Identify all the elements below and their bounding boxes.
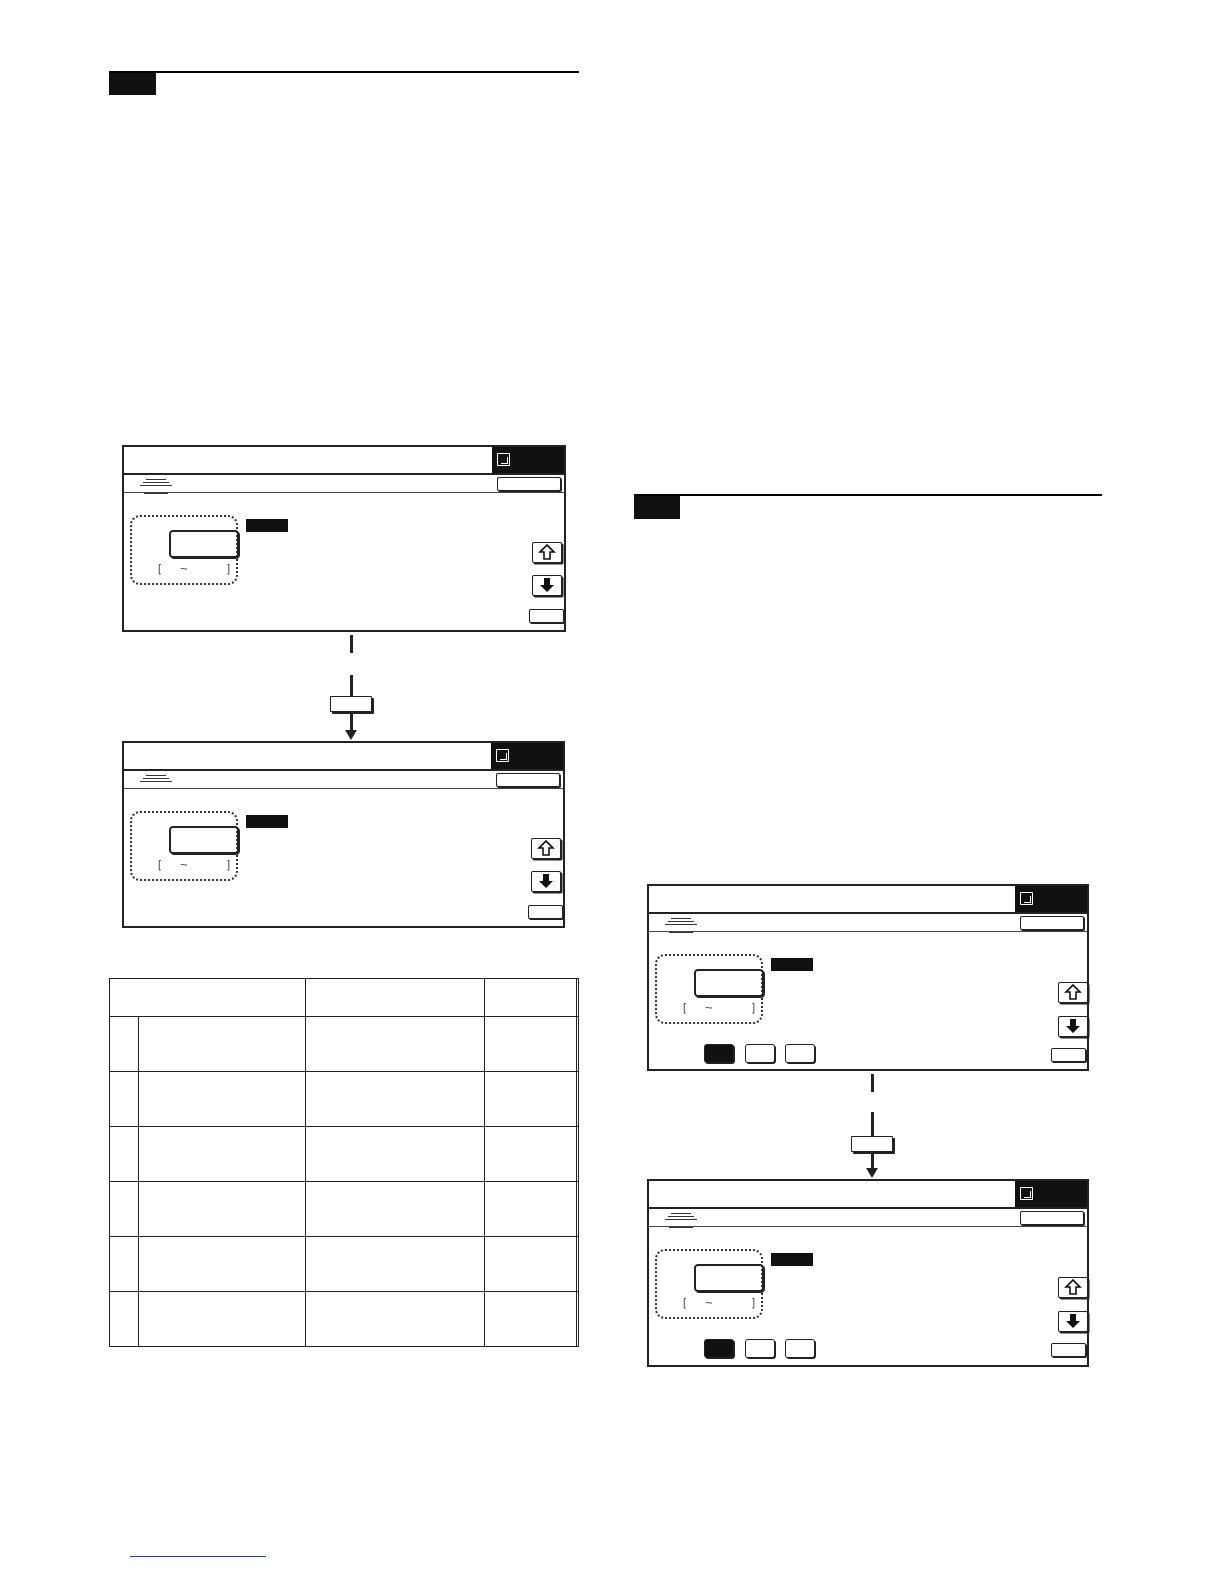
up-arrow-button[interactable]: [1058, 1277, 1088, 1298]
divider: [124, 492, 564, 493]
copy-icon: [1020, 892, 1033, 905]
table-cell: [577, 1182, 579, 1237]
down-arrow-button[interactable]: [532, 575, 562, 596]
copy-mode-tab[interactable]: [491, 743, 563, 769]
table-cell: [485, 1072, 577, 1127]
option-button-3[interactable]: [785, 1044, 815, 1063]
value-range: [ ~ ]: [158, 561, 230, 576]
ok-button[interactable]: [528, 905, 563, 919]
option-button-1[interactable]: [704, 1044, 734, 1063]
arrow-down-icon: [1064, 1313, 1082, 1329]
item-label-highlight: [246, 815, 288, 828]
arrow-down-icon: [538, 577, 556, 593]
option-button-2[interactable]: [745, 1044, 775, 1063]
arrow-down-icon: [1064, 1018, 1082, 1034]
table-cell: [306, 1127, 485, 1182]
arrow-up-icon: [1064, 1279, 1082, 1295]
table-cell: [139, 1237, 306, 1292]
arrow-down-icon: [537, 873, 555, 889]
item-label-highlight: [771, 958, 813, 971]
table-header-cell: [110, 979, 306, 1017]
item-label-highlight: [246, 519, 288, 532]
table-cell: [577, 1127, 579, 1182]
copy-mode-tab[interactable]: [1015, 886, 1087, 912]
table-cell: [139, 1017, 306, 1072]
table-cell: [110, 1017, 139, 1072]
section-2-rule: [634, 494, 1102, 496]
table-header-cell: [306, 979, 485, 1017]
table-cell: [577, 1072, 579, 1127]
table-cell: [485, 1017, 577, 1072]
table-row: [110, 1127, 579, 1182]
settings-screen-3: [647, 884, 1089, 1071]
table-cell: [110, 1127, 139, 1182]
table-cell: [306, 1292, 485, 1347]
arrow-up-icon: [538, 544, 556, 560]
table-row: [110, 1072, 579, 1127]
footer-link[interactable]: [130, 1556, 266, 1557]
header-button[interactable]: [497, 477, 561, 491]
item-label-highlight: [771, 1253, 813, 1266]
section-2-tab: [634, 496, 680, 519]
copy-mode-tab[interactable]: [492, 447, 564, 473]
table-row: [110, 1292, 579, 1347]
table-cell: [110, 1182, 139, 1237]
down-arrow-button[interactable]: [1058, 1016, 1088, 1037]
table-header-row: [110, 979, 579, 1017]
table-cell: [485, 1182, 577, 1237]
table-cell: [306, 1072, 485, 1127]
table-cell: [306, 1182, 485, 1237]
table-header-cell: [577, 979, 579, 1017]
settings-screen-2: [122, 741, 565, 928]
header-button[interactable]: [496, 773, 560, 787]
table-row: [110, 1182, 579, 1237]
arrow-up-icon: [537, 840, 555, 856]
table-cell: [139, 1292, 306, 1347]
header-button[interactable]: [1020, 916, 1084, 930]
value-group: [130, 515, 238, 585]
divider: [649, 931, 1087, 932]
table-cell: [110, 1237, 139, 1292]
table-cell: [139, 1182, 306, 1237]
settings-table: [109, 978, 579, 1347]
value-group: [655, 1249, 763, 1319]
table-cell: [139, 1127, 306, 1182]
value-range: [ ~ ]: [158, 857, 230, 872]
flow-arrowhead: [345, 730, 357, 740]
value-group: [130, 811, 238, 881]
table-row: [110, 1237, 579, 1292]
value-field[interactable]: [694, 1264, 764, 1292]
up-arrow-button[interactable]: [531, 838, 561, 859]
flow-line: [350, 635, 353, 653]
divider: [649, 1226, 1087, 1227]
option-button-3[interactable]: [785, 1339, 815, 1358]
table-cell: [110, 1292, 139, 1347]
option-button-2[interactable]: [745, 1339, 775, 1358]
down-arrow-button[interactable]: [531, 871, 561, 892]
settings-screen-1: [122, 445, 566, 632]
ok-button[interactable]: [1051, 1048, 1086, 1062]
value-field[interactable]: [694, 969, 764, 997]
flow-key-button: [851, 1136, 893, 1152]
value-range: [ ~ ]: [683, 1295, 755, 1310]
table-cell: [110, 1072, 139, 1127]
header-button[interactable]: [1020, 1211, 1084, 1225]
table-cell: [485, 1127, 577, 1182]
table-cell: [306, 1237, 485, 1292]
flow-line: [871, 1074, 874, 1092]
up-arrow-button[interactable]: [1058, 982, 1088, 1003]
section-1-rule: [109, 71, 579, 73]
arrow-up-icon: [1064, 984, 1082, 1000]
section-1-tab: [109, 72, 156, 95]
divider: [124, 788, 563, 789]
table-cell: [577, 1237, 579, 1292]
value-field[interactable]: [169, 826, 239, 854]
value-group: [655, 954, 763, 1024]
flow-key-button: [330, 696, 372, 712]
copy-icon: [497, 453, 510, 466]
table-cell: [577, 1292, 579, 1347]
copy-mode-tab[interactable]: [1015, 1181, 1087, 1207]
copy-icon: [496, 749, 509, 762]
table-row: [110, 1017, 579, 1072]
table-cell: [485, 1237, 577, 1292]
option-button-1[interactable]: [704, 1339, 734, 1358]
up-arrow-button[interactable]: [532, 542, 562, 563]
settings-screen-4: [647, 1179, 1089, 1367]
ok-button[interactable]: [529, 609, 564, 623]
table-header-cell: [485, 979, 577, 1017]
value-field[interactable]: [169, 530, 239, 558]
copy-icon: [1020, 1187, 1033, 1200]
table-cell: [139, 1072, 306, 1127]
flow-arrowhead: [866, 1168, 878, 1178]
table-cell: [306, 1017, 485, 1072]
table-cell: [485, 1292, 577, 1347]
table-cell: [577, 1017, 579, 1072]
down-arrow-button[interactable]: [1058, 1311, 1088, 1332]
value-range: [ ~ ]: [683, 1000, 755, 1015]
ok-button[interactable]: [1051, 1343, 1086, 1357]
